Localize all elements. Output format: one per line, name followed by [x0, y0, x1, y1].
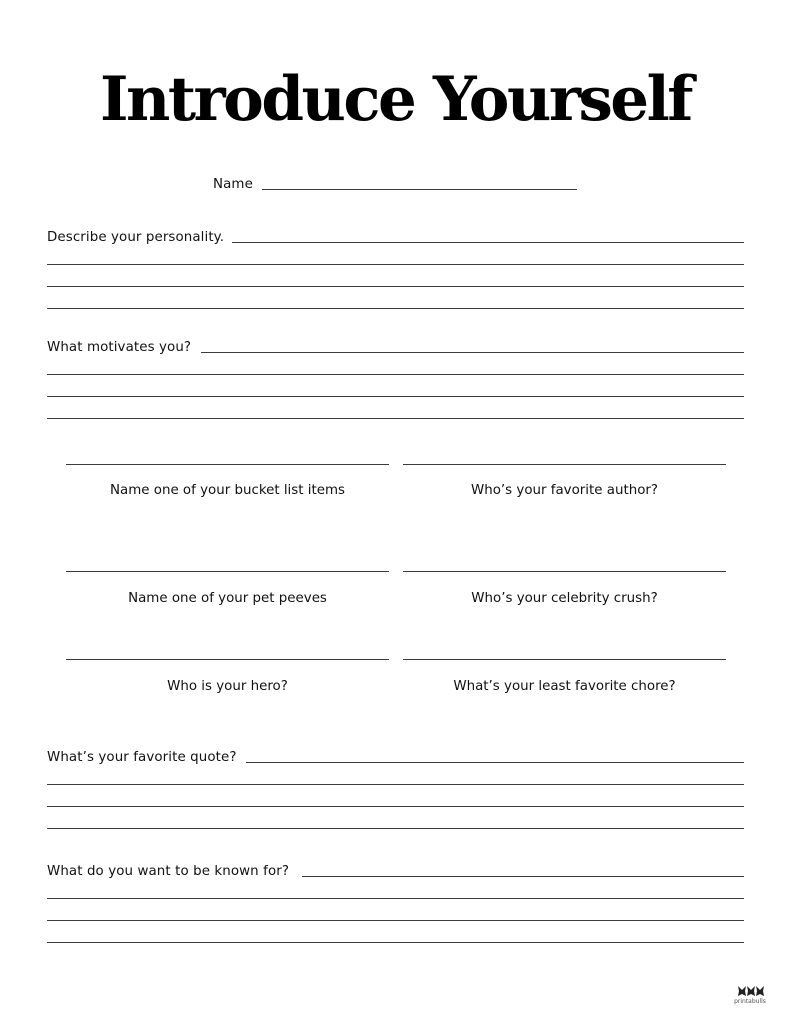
motivates-write-line[interactable] [47, 374, 744, 375]
pet-peeves-label: Name one of your pet peeves [128, 591, 327, 606]
pet-peeves-write-line[interactable] [66, 571, 389, 572]
celebrity-write-line[interactable] [403, 571, 726, 572]
quote-write-line[interactable] [47, 806, 744, 807]
personality-write-line[interactable] [47, 308, 744, 309]
motivates-write-line[interactable] [47, 418, 744, 419]
page-title: Introduce Yourself [99, 64, 692, 135]
author-label: Who’s your favorite author? [470, 483, 659, 498]
motivates-write-line[interactable] [47, 396, 744, 397]
personality-label: Describe your personality. [47, 230, 225, 245]
quote-write-line[interactable] [246, 762, 744, 763]
motivates-label: What motivates you? [47, 340, 192, 355]
author-write-line[interactable] [403, 464, 726, 465]
bull-logo-icon [732, 984, 768, 998]
chore-label: What’s your least favorite chore? [453, 679, 676, 694]
quote-label: What’s your favorite quote? [47, 750, 237, 765]
personality-write-line[interactable] [47, 286, 744, 287]
celebrity-label: Who’s your celebrity crush? [471, 591, 658, 606]
bucket-list-label: Name one of your bucket list items [110, 483, 345, 498]
known-for-write-line[interactable] [47, 942, 744, 943]
motivates-write-line[interactable] [201, 352, 744, 353]
known-for-write-line[interactable] [47, 920, 744, 921]
quote-write-line[interactable] [47, 784, 744, 785]
bucket-list-write-line[interactable] [66, 464, 389, 465]
known-for-label: What do you want to be known for? [47, 864, 290, 879]
name-label: Name [213, 177, 253, 192]
hero-label: Who is your hero? [167, 679, 288, 694]
known-for-write-line[interactable] [47, 898, 744, 899]
hero-write-line[interactable] [66, 659, 389, 660]
known-for-write-line[interactable] [302, 876, 744, 877]
brand-text: printabulls [734, 998, 766, 1005]
personality-write-line[interactable] [232, 242, 744, 243]
personality-write-line[interactable] [47, 264, 744, 265]
chore-write-line[interactable] [403, 659, 726, 660]
brand-logo [732, 984, 768, 1005]
name-write-line[interactable] [262, 189, 577, 190]
quote-write-line[interactable] [47, 828, 744, 829]
